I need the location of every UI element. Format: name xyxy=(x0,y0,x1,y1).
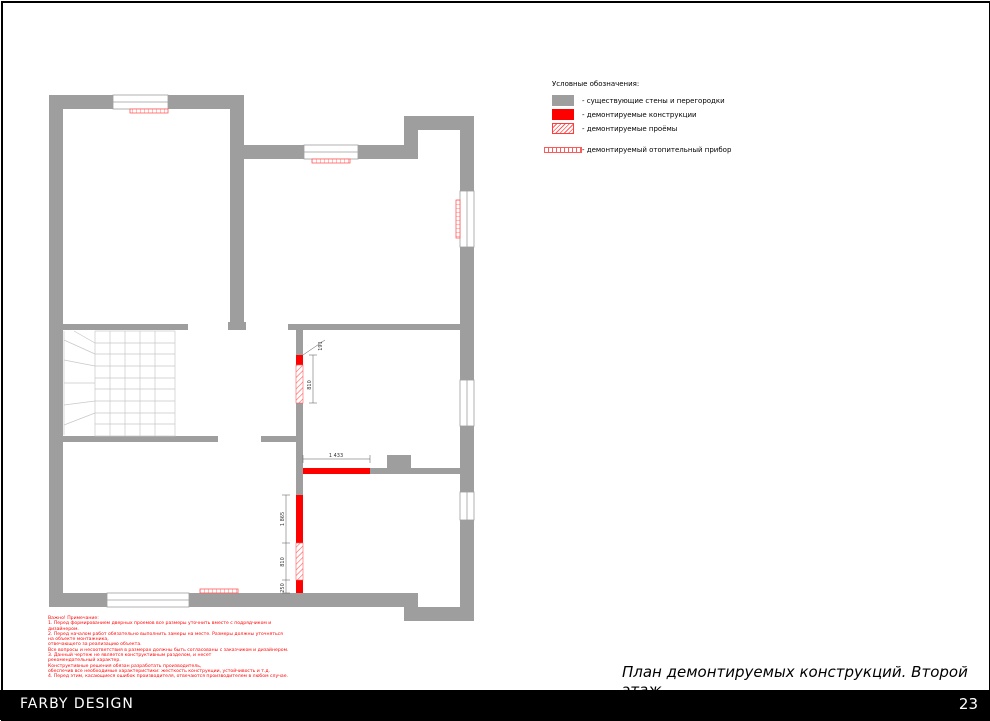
footer-bar xyxy=(0,690,990,720)
legend-label-demolished-openings: - демонтируемые проёмы xyxy=(582,125,678,133)
existing-walls xyxy=(49,95,474,621)
legend-swatch-demolished-structures xyxy=(552,109,574,120)
demolished-radiators xyxy=(130,109,460,593)
notes-line: Важно! Примечание: xyxy=(48,616,99,621)
staircase xyxy=(64,331,175,436)
legend-swatch-demolished-openings xyxy=(552,123,574,134)
legend-item-existing-walls xyxy=(552,95,852,106)
legend-item-demolished-structures xyxy=(552,109,852,120)
notes-line: 3. Данный чертеж не является конструктивным разделом, и несет xyxy=(48,653,212,659)
notes-line: рекомендательный характер. xyxy=(48,658,121,664)
legend xyxy=(552,80,852,160)
notes-line: 4. Перед этим, касающиеся ошибок производителя, отвечаются производителем в любом случае. xyxy=(48,674,288,680)
page-number: 23 xyxy=(958,695,978,713)
notes-line: отвечающего за реализацию объекта. xyxy=(48,642,142,648)
dim-wall-vertical: 1 865 xyxy=(280,511,286,527)
dim-door-top-offset: 191 xyxy=(318,341,324,351)
legend-label-demolished-radiator: - демонтируемый отопительный прибор xyxy=(582,146,732,154)
sheet-title: План демонтируемых конструкций. Второй xyxy=(622,663,968,681)
notes-line: Все вопросы и несоответствия в размерах должны быть согласованы с заказчиком и дизайнером. xyxy=(48,647,289,653)
dim-door-bottom-offset: 250 xyxy=(280,583,286,593)
dimension-lines xyxy=(282,340,370,593)
dim-door-top: 810 xyxy=(307,380,313,390)
notes-line: обеспечив все необходимые характеристики: жесткость конструкции, устойчивость и т.д. xyxy=(48,668,271,674)
notes-line: Конструктивные решения обязан разработать производитель, xyxy=(48,663,202,669)
dimension-labels xyxy=(280,341,343,593)
notes-line: 2. Перед началом работ обязательно выполнить замеры на месте. Размеры должны уточняться xyxy=(48,631,283,637)
legend-label-existing-walls: - существующие стены и перегородки xyxy=(582,97,725,105)
dim-door-bottom: 810 xyxy=(280,557,286,567)
notes-line: 1. Перед формированием дверных проемов все размеры уточнить вместе с подрядчиком и xyxy=(48,621,272,627)
legend-item-demolished-openings xyxy=(552,123,852,134)
notes-block xyxy=(48,616,308,680)
legend-swatch-existing-walls xyxy=(552,95,574,106)
dim-wall-horizontal: 1 433 xyxy=(328,453,344,459)
notes-line: на объекте монтажника, xyxy=(48,637,109,643)
notes-line: дизайнером. xyxy=(48,626,79,632)
legend-label-demolished-structures: - демонтируемые конструкции xyxy=(582,111,697,119)
legend-item-demolished-radiator xyxy=(552,144,852,155)
legend-title: Условные обозначения: xyxy=(552,80,640,88)
legend-swatch-demolished-radiator xyxy=(544,147,582,153)
studio-name: FARBY DESIGN xyxy=(20,696,134,712)
window-openings xyxy=(107,95,474,607)
